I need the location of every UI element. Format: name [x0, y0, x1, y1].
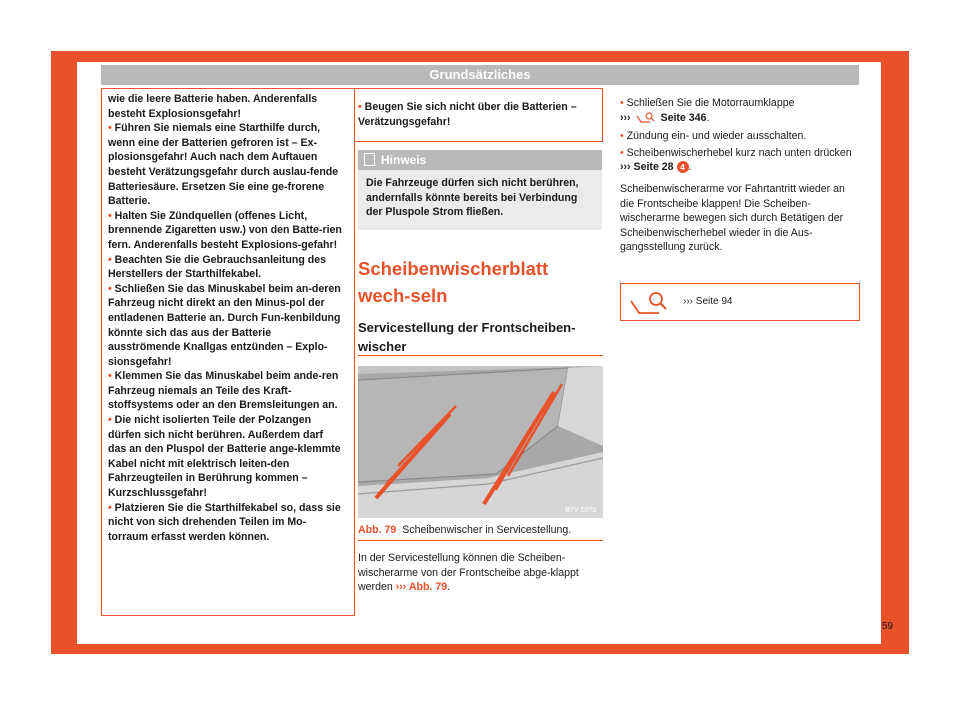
warning-bullet: • Beachten Sie die Gebrauchsanleitung des Herstellers der Starthilfekabel. — [108, 253, 327, 281]
info-icon — [364, 153, 375, 166]
warning-bullet-continued: • Beugen Sie sich nicht über die Batterien – Verätzungsgefahr! — [358, 101, 577, 128]
instruction-bullet: • Zündung ein- und wieder ausschalten. — [620, 130, 807, 143]
caption-rule — [358, 540, 603, 541]
hinweis-title: Hinweis — [364, 153, 426, 167]
warning-bullet: • Schließen Sie das Minuskabel beim an-deren Fahrzeug nicht direkt an den Minus-pol der entladenen Batterie an. Durch Fun-kenbildung könnte sich das aus der Batterie ausströmende Knallgas entzünden – Explo-sionsgefahr! — [108, 282, 341, 368]
warning-bullet: • Halten Sie Zündquellen (offenes Licht, brennende Zigaretten usw.) von den Batte-rien fern. Anderenfalls besteht Explosions-gefahr! — [108, 209, 342, 251]
figure-code: B7V-1073 — [565, 507, 596, 514]
figure-link[interactable]: ››› Abb. 79 — [395, 581, 448, 594]
page-number: 59 — [881, 621, 893, 632]
subsection-title: Servicestellung der Frontscheiben-wischer — [358, 320, 576, 354]
reference-box — [620, 283, 860, 321]
page-header: Grundsätzliches — [101, 65, 859, 85]
warning-bullet: • Die nicht isolierten Teile der Polzangen dürfen sich nicht berühren. Außerdem darf das an den Pluspol der Batterie ange-klemmte Kabel nicht mit elektrisch leiten-den Fahrzeugteilen in Berührung kommen – Kurzschlussgefahr! — [108, 414, 341, 500]
figure-caption: Abb. 79 Scheibenwischer in Servicestellung. — [358, 524, 572, 536]
warning-bullet: • Platzieren Sie die Starthilfekabel so, dass sie nicht von sich drehenden Teilen im Mo-torraum erfasst werden können. — [108, 501, 341, 543]
page-link[interactable]: Seite 346 — [660, 111, 707, 124]
callout-number: 4 — [677, 161, 689, 173]
warning-bullet: • Klemmen Sie das Minuskabel beim ande-ren Fahrzeug niemals an Teile des Kraft-stoffsystems oder an den Bremsleitungen an. — [108, 370, 339, 412]
body-paragraph: In der Servicestellung können die Scheiben-wischerarme von der Frontscheibe abge-klappt werden ››› Abb. 79. — [358, 552, 579, 594]
section-title: Scheibenwischerblatt wech-seln — [358, 258, 549, 306]
instructions-column — [620, 96, 860, 255]
manual-search-icon — [636, 112, 656, 128]
page-link[interactable]: ››› Seite 28 — [620, 161, 674, 174]
warning-intro: wie die leere Batterie haben. Anderenfalls besteht Explosionsgefahr! — [108, 93, 318, 120]
instructions-paragraph: Scheibenwischerarme vor Fahrtantritt wieder an die Frontscheibe klappen! Die Scheiben-wischerarme bewegen sich durch Betätigen der Scheibenwischerhebel wieder in die Aus-gangsstellung zurück. — [620, 182, 845, 254]
warning-column — [108, 92, 342, 544]
hinweis-note — [358, 150, 602, 230]
subsection-rule — [358, 355, 603, 356]
instruction-bullet: • Schließen Sie die Motorraumklappe ››› Seite 346. — [620, 96, 860, 127]
manual-search-icon — [629, 291, 669, 320]
warning-bullet: • Führen Sie niemals eine Starthilfe durch, wenn eine der Batterien gefroren ist – Ex-plosionsgefahr! Auch nach dem Auftauen besteht Verätzungsgefahr durch auslau-fende Batteriesäure. Ersetzen Sie eine ge-frorene Batterie. — [108, 122, 339, 208]
hinweis-text: Die Fahrzeuge dürfen sich nicht berühren, andernfalls könnte bereits bei Verbindung der Pluspole Strom fließen. — [366, 177, 579, 219]
reference-link[interactable]: ››› Seite 94 — [683, 296, 733, 307]
wiper-figure — [358, 366, 603, 518]
instruction-bullet: • Scheibenwischerhebel kurz nach unten drücken ››› Seite 28 4 . — [620, 146, 852, 174]
wiper-illustration — [358, 366, 603, 518]
